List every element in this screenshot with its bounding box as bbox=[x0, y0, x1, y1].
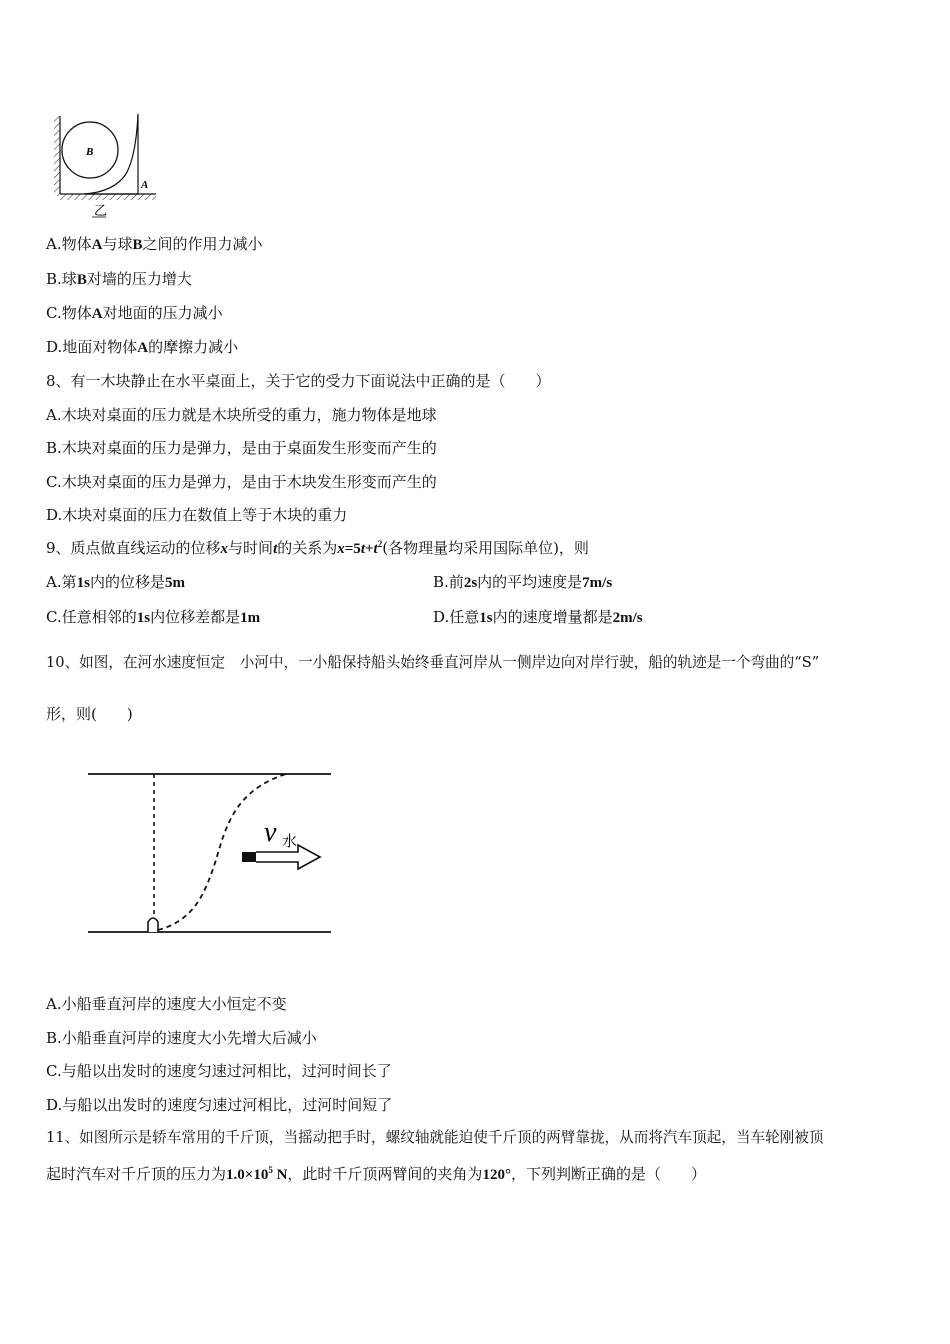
q7-option-d: D.地面对物体A的摩擦力减小 bbox=[46, 338, 239, 356]
q9-option-c: C.任意相邻的1s内位移差都是1m bbox=[46, 608, 261, 626]
q8-option-c: C.木块对桌面的压力是弹力，是由于木块发生形变而产生的 bbox=[46, 473, 437, 491]
q8-option-a: A.木块对桌面的压力就是木块所受的重力，施力物体是地球 bbox=[46, 406, 437, 424]
block-label: A bbox=[141, 179, 149, 191]
q9-stem: 9、质点做直线运动的位移x与时间t的关系为$x=5t+t^2$(各物理量均采用国际单位)，则 bbox=[46, 539, 589, 557]
boat bbox=[148, 918, 158, 932]
q10-stem-line1: 10、如图，在河水速度恒定 小河中，一小船保持船头始终垂直河岸从一侧岸边向对岸行驶，船的轨迹是一个弯曲的“S” bbox=[46, 654, 820, 671]
ball-label: B bbox=[86, 146, 94, 158]
q7-option-b: B.球B对墙的压力增大 bbox=[46, 270, 192, 288]
q9-option-a: A.第1s内的位移是5m bbox=[46, 573, 185, 591]
figure-caption: 乙 bbox=[94, 204, 108, 219]
q8-option-b: B.木块对桌面的压力是弹力，是由于桌面发生形变而产生的 bbox=[46, 439, 437, 457]
ground-hatch bbox=[60, 194, 156, 200]
q7-option-a: A.物体A与球B之间的作用力减小 bbox=[46, 235, 263, 253]
q9-option-b: B.前2s内的平均速度是7m/s bbox=[433, 573, 613, 591]
q8-stem: 8、有一木块静止在水平桌面上，关于它的受力下面说法中正确的是（ ） bbox=[46, 372, 551, 390]
velocity-subscript: 水 bbox=[282, 832, 298, 850]
q9-option-d: D.任意1s内的速度增量都是2m/s bbox=[433, 608, 643, 626]
q11-stem-line2: 起时汽车对千斤顶的压力为$1.0\times 10^5$ N，此时千斤顶两臂间的夹角为120°，下列判断正确的是（ ） bbox=[46, 1165, 706, 1183]
q7-option-c: C.物体A对地面的压力减小 bbox=[46, 304, 223, 322]
arrow-tail bbox=[242, 852, 256, 862]
velocity-label: v bbox=[264, 817, 277, 848]
q10-option-d: D.与船以出发时的速度匀速过河相比，过河时间短了 bbox=[46, 1096, 393, 1114]
wall-hatch bbox=[54, 116, 60, 196]
q11-stem-line1: 11、如图所示是轿车常用的千斤顶，当摇动把手时，螺纹轴就能迫使千斤顶的两臂靠拢，从而将汽车顶起，当车轮刚被顶 bbox=[46, 1129, 824, 1146]
q10-stem-line2: 形，则( ) bbox=[46, 705, 133, 723]
q10-option-b: B.小船垂直河岸的速度大小先增大后减小 bbox=[46, 1029, 317, 1047]
figure-river-boat bbox=[86, 760, 336, 940]
figure-ball-block bbox=[54, 114, 164, 220]
q8-option-d: D.木块对桌面的压力在数值上等于木块的重力 bbox=[46, 506, 348, 524]
q10-option-c: C.与船以出发时的速度匀速过河相比，过河时间长了 bbox=[46, 1062, 392, 1080]
q10-option-a: A.小船垂直河岸的速度大小恒定不变 bbox=[46, 995, 287, 1013]
